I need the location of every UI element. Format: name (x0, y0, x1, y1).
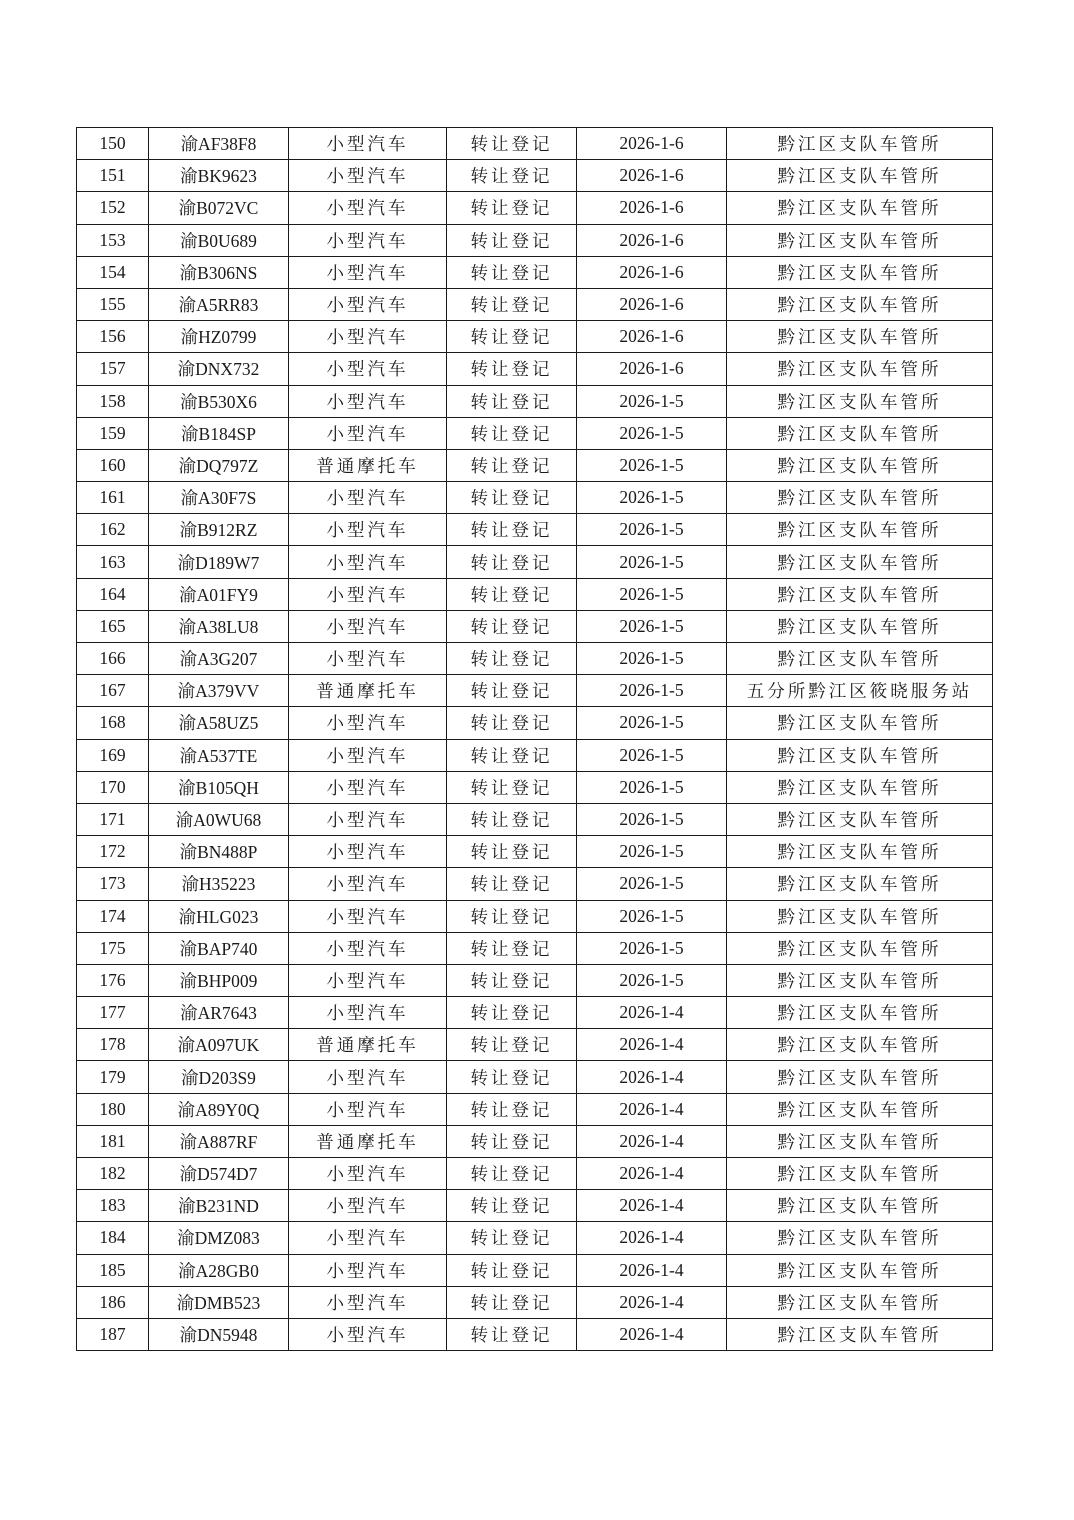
row-number-cell: 178 (77, 1029, 149, 1061)
vehicle-type-cell: 小型汽车 (289, 160, 447, 192)
office-cell: 黔江区支队车管所 (727, 964, 993, 996)
vehicle-type-cell: 小型汽车 (289, 610, 447, 642)
date-cell: 2026-1-5 (577, 578, 727, 610)
business-type-cell: 转让登记 (447, 1190, 577, 1222)
date-cell: 2026-1-5 (577, 482, 727, 514)
row-number-cell: 163 (77, 546, 149, 578)
business-type-cell: 转让登记 (447, 224, 577, 256)
business-type-cell: 转让登记 (447, 1286, 577, 1318)
table-row (77, 643, 993, 675)
date-cell: 2026-1-5 (577, 610, 727, 642)
date-cell: 2026-1-4 (577, 1286, 727, 1318)
vehicle-type-cell: 小型汽车 (289, 739, 447, 771)
business-type-cell: 转让登记 (447, 160, 577, 192)
office-cell: 黔江区支队车管所 (727, 1286, 993, 1318)
plate-number-cell: 渝BHP009 (149, 964, 289, 996)
plate-number-cell: 渝B184SP (149, 417, 289, 449)
business-type-cell: 转让登记 (447, 321, 577, 353)
vehicle-type-cell: 小型汽车 (289, 643, 447, 675)
business-type-cell: 转让登记 (447, 932, 577, 964)
vehicle-type-cell: 小型汽车 (289, 1318, 447, 1350)
plate-number-cell: 渝A01FY9 (149, 578, 289, 610)
vehicle-type-cell: 小型汽车 (289, 128, 447, 160)
vehicle-type-cell: 小型汽车 (289, 1158, 447, 1190)
office-cell: 黔江区支队车管所 (727, 353, 993, 385)
row-number-cell: 176 (77, 964, 149, 996)
vehicle-type-cell: 小型汽车 (289, 417, 447, 449)
row-number-cell: 159 (77, 417, 149, 449)
vehicle-type-cell: 小型汽车 (289, 385, 447, 417)
row-number-cell: 184 (77, 1222, 149, 1254)
plate-number-cell: 渝BN488P (149, 836, 289, 868)
table-row (77, 256, 993, 288)
office-cell: 黔江区支队车管所 (727, 288, 993, 320)
row-number-cell: 173 (77, 868, 149, 900)
date-cell: 2026-1-5 (577, 964, 727, 996)
date-cell: 2026-1-5 (577, 803, 727, 835)
plate-number-cell: 渝DQ797Z (149, 449, 289, 481)
plate-number-cell: 渝B231ND (149, 1190, 289, 1222)
business-type-cell: 转让登记 (447, 353, 577, 385)
vehicle-type-cell: 小型汽车 (289, 546, 447, 578)
date-cell: 2026-1-5 (577, 836, 727, 868)
office-cell: 黔江区支队车管所 (727, 160, 993, 192)
table-row (77, 675, 993, 707)
date-cell: 2026-1-6 (577, 321, 727, 353)
business-type-cell: 转让登记 (447, 868, 577, 900)
office-cell: 黔江区支队车管所 (727, 449, 993, 481)
table-row (77, 1029, 993, 1061)
table-row (77, 707, 993, 739)
date-cell: 2026-1-6 (577, 256, 727, 288)
vehicle-type-cell: 小型汽车 (289, 1222, 447, 1254)
row-number-cell: 169 (77, 739, 149, 771)
table-row (77, 1222, 993, 1254)
vehicle-type-cell: 小型汽车 (289, 836, 447, 868)
row-number-cell: 182 (77, 1158, 149, 1190)
date-cell: 2026-1-4 (577, 1029, 727, 1061)
row-number-cell: 175 (77, 932, 149, 964)
table-row (77, 385, 993, 417)
registration-table (76, 127, 993, 1351)
business-type-cell: 转让登记 (447, 675, 577, 707)
business-type-cell: 转让登记 (447, 610, 577, 642)
date-cell: 2026-1-6 (577, 224, 727, 256)
vehicle-type-cell: 普通摩托车 (289, 1125, 447, 1157)
table-row (77, 997, 993, 1029)
office-cell: 黔江区支队车管所 (727, 514, 993, 546)
plate-number-cell: 渝HZ0799 (149, 321, 289, 353)
vehicle-type-cell: 小型汽车 (289, 707, 447, 739)
row-number-cell: 174 (77, 900, 149, 932)
office-cell: 黔江区支队车管所 (727, 385, 993, 417)
office-cell: 黔江区支队车管所 (727, 803, 993, 835)
plate-number-cell: 渝A887RF (149, 1125, 289, 1157)
plate-number-cell: 渝B0U689 (149, 224, 289, 256)
table-row (77, 288, 993, 320)
table-row (77, 1254, 993, 1286)
vehicle-type-cell: 小型汽车 (289, 224, 447, 256)
table-row (77, 224, 993, 256)
date-cell: 2026-1-4 (577, 1158, 727, 1190)
business-type-cell: 转让登记 (447, 482, 577, 514)
plate-number-cell: 渝DMB523 (149, 1286, 289, 1318)
table-row (77, 321, 993, 353)
office-cell: 黔江区支队车管所 (727, 417, 993, 449)
business-type-cell: 转让登记 (447, 1158, 577, 1190)
plate-number-cell: 渝BAP740 (149, 932, 289, 964)
vehicle-type-cell: 小型汽车 (289, 578, 447, 610)
plate-number-cell: 渝A3G207 (149, 643, 289, 675)
business-type-cell: 转让登记 (447, 803, 577, 835)
table-row (77, 1190, 993, 1222)
business-type-cell: 转让登记 (447, 256, 577, 288)
table-row (77, 610, 993, 642)
vehicle-type-cell: 小型汽车 (289, 771, 447, 803)
row-number-cell: 185 (77, 1254, 149, 1286)
plate-number-cell: 渝HLG023 (149, 900, 289, 932)
business-type-cell: 转让登记 (447, 707, 577, 739)
plate-number-cell: 渝A097UK (149, 1029, 289, 1061)
row-number-cell: 186 (77, 1286, 149, 1318)
row-number-cell: 180 (77, 1093, 149, 1125)
vehicle-type-cell: 小型汽车 (289, 932, 447, 964)
date-cell: 2026-1-6 (577, 160, 727, 192)
office-cell: 黔江区支队车管所 (727, 1318, 993, 1350)
office-cell: 黔江区支队车管所 (727, 836, 993, 868)
plate-number-cell: 渝B072VC (149, 192, 289, 224)
table-row (77, 1286, 993, 1318)
table-row (77, 1061, 993, 1093)
vehicle-type-cell: 小型汽车 (289, 514, 447, 546)
table-row (77, 128, 993, 160)
business-type-cell: 转让登记 (447, 546, 577, 578)
vehicle-type-cell: 普通摩托车 (289, 449, 447, 481)
office-cell: 黔江区支队车管所 (727, 578, 993, 610)
table-row (77, 964, 993, 996)
business-type-cell: 转让登记 (447, 1061, 577, 1093)
vehicle-type-cell: 小型汽车 (289, 353, 447, 385)
plate-number-cell: 渝A28GB0 (149, 1254, 289, 1286)
plate-number-cell: 渝D574D7 (149, 1158, 289, 1190)
vehicle-type-cell: 小型汽车 (289, 288, 447, 320)
vehicle-type-cell: 小型汽车 (289, 1190, 447, 1222)
date-cell: 2026-1-5 (577, 546, 727, 578)
table-row (77, 1125, 993, 1157)
date-cell: 2026-1-5 (577, 675, 727, 707)
plate-number-cell: 渝A89Y0Q (149, 1093, 289, 1125)
table-row (77, 932, 993, 964)
business-type-cell: 转让登记 (447, 964, 577, 996)
row-number-cell: 157 (77, 353, 149, 385)
office-cell: 黔江区支队车管所 (727, 1222, 993, 1254)
table-row (77, 514, 993, 546)
office-cell: 黔江区支队车管所 (727, 256, 993, 288)
table-row (77, 160, 993, 192)
business-type-cell: 转让登记 (447, 836, 577, 868)
table-row (77, 1093, 993, 1125)
business-type-cell: 转让登记 (447, 900, 577, 932)
table-row (77, 353, 993, 385)
row-number-cell: 166 (77, 643, 149, 675)
office-cell: 黔江区支队车管所 (727, 771, 993, 803)
date-cell: 2026-1-4 (577, 1093, 727, 1125)
business-type-cell: 转让登记 (447, 1093, 577, 1125)
table-row (77, 900, 993, 932)
business-type-cell: 转让登记 (447, 417, 577, 449)
row-number-cell: 187 (77, 1318, 149, 1350)
plate-number-cell: 渝D203S9 (149, 1061, 289, 1093)
office-cell: 黔江区支队车管所 (727, 610, 993, 642)
business-type-cell: 转让登记 (447, 578, 577, 610)
plate-number-cell: 渝B105QH (149, 771, 289, 803)
vehicle-type-cell: 小型汽车 (289, 964, 447, 996)
business-type-cell: 转让登记 (447, 514, 577, 546)
plate-number-cell: 渝AF38F8 (149, 128, 289, 160)
table-row (77, 482, 993, 514)
plate-number-cell: 渝A38LU8 (149, 610, 289, 642)
business-type-cell: 转让登记 (447, 288, 577, 320)
business-type-cell: 转让登记 (447, 192, 577, 224)
table-row (77, 417, 993, 449)
date-cell: 2026-1-5 (577, 868, 727, 900)
vehicle-type-cell: 小型汽车 (289, 1254, 447, 1286)
date-cell: 2026-1-5 (577, 707, 727, 739)
row-number-cell: 168 (77, 707, 149, 739)
plate-number-cell: 渝B530X6 (149, 385, 289, 417)
row-number-cell: 162 (77, 514, 149, 546)
row-number-cell: 150 (77, 128, 149, 160)
business-type-cell: 转让登记 (447, 1125, 577, 1157)
date-cell: 2026-1-6 (577, 353, 727, 385)
registration-table-body (77, 128, 993, 1351)
plate-number-cell: 渝A5RR83 (149, 288, 289, 320)
plate-number-cell: 渝D189W7 (149, 546, 289, 578)
row-number-cell: 160 (77, 449, 149, 481)
office-cell: 黔江区支队车管所 (727, 321, 993, 353)
date-cell: 2026-1-4 (577, 1222, 727, 1254)
plate-number-cell: 渝DMZ083 (149, 1222, 289, 1254)
row-number-cell: 161 (77, 482, 149, 514)
vehicle-type-cell: 小型汽车 (289, 868, 447, 900)
office-cell: 黔江区支队车管所 (727, 224, 993, 256)
business-type-cell: 转让登记 (447, 1254, 577, 1286)
office-cell: 黔江区支队车管所 (727, 900, 993, 932)
office-cell: 黔江区支队车管所 (727, 932, 993, 964)
vehicle-type-cell: 小型汽车 (289, 192, 447, 224)
office-cell: 黔江区支队车管所 (727, 1190, 993, 1222)
business-type-cell: 转让登记 (447, 1222, 577, 1254)
office-cell: 五分所黔江区筱晓服务站 (727, 675, 993, 707)
vehicle-type-cell: 小型汽车 (289, 1286, 447, 1318)
office-cell: 黔江区支队车管所 (727, 1061, 993, 1093)
plate-number-cell: 渝B912RZ (149, 514, 289, 546)
date-cell: 2026-1-5 (577, 514, 727, 546)
office-cell: 黔江区支队车管所 (727, 739, 993, 771)
vehicle-type-cell: 小型汽车 (289, 321, 447, 353)
office-cell: 黔江区支队车管所 (727, 1029, 993, 1061)
date-cell: 2026-1-4 (577, 1125, 727, 1157)
business-type-cell: 转让登记 (447, 449, 577, 481)
plate-number-cell: 渝A379VV (149, 675, 289, 707)
table-row (77, 449, 993, 481)
office-cell: 黔江区支队车管所 (727, 868, 993, 900)
office-cell: 黔江区支队车管所 (727, 546, 993, 578)
row-number-cell: 171 (77, 803, 149, 835)
row-number-cell: 165 (77, 610, 149, 642)
business-type-cell: 转让登记 (447, 643, 577, 675)
plate-number-cell: 渝A58UZ5 (149, 707, 289, 739)
row-number-cell: 153 (77, 224, 149, 256)
office-cell: 黔江区支队车管所 (727, 1254, 993, 1286)
row-number-cell: 177 (77, 997, 149, 1029)
table-row (77, 578, 993, 610)
table-row (77, 803, 993, 835)
office-cell: 黔江区支队车管所 (727, 1093, 993, 1125)
vehicle-type-cell: 小型汽车 (289, 1093, 447, 1125)
date-cell: 2026-1-5 (577, 771, 727, 803)
business-type-cell: 转让登记 (447, 739, 577, 771)
vehicle-type-cell: 小型汽车 (289, 900, 447, 932)
plate-number-cell: 渝AR7643 (149, 997, 289, 1029)
date-cell: 2026-1-5 (577, 385, 727, 417)
business-type-cell: 转让登记 (447, 385, 577, 417)
date-cell: 2026-1-6 (577, 288, 727, 320)
office-cell: 黔江区支队车管所 (727, 1125, 993, 1157)
table-row (77, 546, 993, 578)
date-cell: 2026-1-5 (577, 900, 727, 932)
date-cell: 2026-1-5 (577, 417, 727, 449)
table-row (77, 739, 993, 771)
vehicle-type-cell: 小型汽车 (289, 482, 447, 514)
date-cell: 2026-1-4 (577, 997, 727, 1029)
plate-number-cell: 渝B306NS (149, 256, 289, 288)
table-row (77, 868, 993, 900)
table-row (77, 771, 993, 803)
row-number-cell: 158 (77, 385, 149, 417)
business-type-cell: 转让登记 (447, 771, 577, 803)
table-row (77, 1318, 993, 1350)
vehicle-type-cell: 普通摩托车 (289, 675, 447, 707)
row-number-cell: 179 (77, 1061, 149, 1093)
date-cell: 2026-1-5 (577, 932, 727, 964)
plate-number-cell: 渝DN5948 (149, 1318, 289, 1350)
table-row (77, 192, 993, 224)
row-number-cell: 151 (77, 160, 149, 192)
plate-number-cell: 渝A537TE (149, 739, 289, 771)
table-row (77, 1158, 993, 1190)
row-number-cell: 164 (77, 578, 149, 610)
date-cell: 2026-1-4 (577, 1318, 727, 1350)
date-cell: 2026-1-6 (577, 192, 727, 224)
vehicle-type-cell: 小型汽车 (289, 256, 447, 288)
date-cell: 2026-1-4 (577, 1254, 727, 1286)
plate-number-cell: 渝DNX732 (149, 353, 289, 385)
business-type-cell: 转让登记 (447, 997, 577, 1029)
row-number-cell: 181 (77, 1125, 149, 1157)
plate-number-cell: 渝H35223 (149, 868, 289, 900)
plate-number-cell: 渝A30F7S (149, 482, 289, 514)
row-number-cell: 155 (77, 288, 149, 320)
row-number-cell: 152 (77, 192, 149, 224)
business-type-cell: 转让登记 (447, 128, 577, 160)
row-number-cell: 156 (77, 321, 149, 353)
business-type-cell: 转让登记 (447, 1029, 577, 1061)
row-number-cell: 170 (77, 771, 149, 803)
business-type-cell: 转让登记 (447, 1318, 577, 1350)
office-cell: 黔江区支队车管所 (727, 192, 993, 224)
date-cell: 2026-1-5 (577, 449, 727, 481)
office-cell: 黔江区支队车管所 (727, 707, 993, 739)
vehicle-type-cell: 小型汽车 (289, 803, 447, 835)
plate-number-cell: 渝BK9623 (149, 160, 289, 192)
row-number-cell: 183 (77, 1190, 149, 1222)
row-number-cell: 167 (77, 675, 149, 707)
plate-number-cell: 渝A0WU68 (149, 803, 289, 835)
date-cell: 2026-1-6 (577, 128, 727, 160)
table-row (77, 836, 993, 868)
vehicle-type-cell: 小型汽车 (289, 1061, 447, 1093)
vehicle-type-cell: 小型汽车 (289, 997, 447, 1029)
office-cell: 黔江区支队车管所 (727, 482, 993, 514)
office-cell: 黔江区支队车管所 (727, 643, 993, 675)
date-cell: 2026-1-5 (577, 643, 727, 675)
office-cell: 黔江区支队车管所 (727, 1158, 993, 1190)
date-cell: 2026-1-5 (577, 739, 727, 771)
date-cell: 2026-1-4 (577, 1190, 727, 1222)
vehicle-type-cell: 普通摩托车 (289, 1029, 447, 1061)
office-cell: 黔江区支队车管所 (727, 997, 993, 1029)
office-cell: 黔江区支队车管所 (727, 128, 993, 160)
date-cell: 2026-1-4 (577, 1061, 727, 1093)
row-number-cell: 154 (77, 256, 149, 288)
row-number-cell: 172 (77, 836, 149, 868)
